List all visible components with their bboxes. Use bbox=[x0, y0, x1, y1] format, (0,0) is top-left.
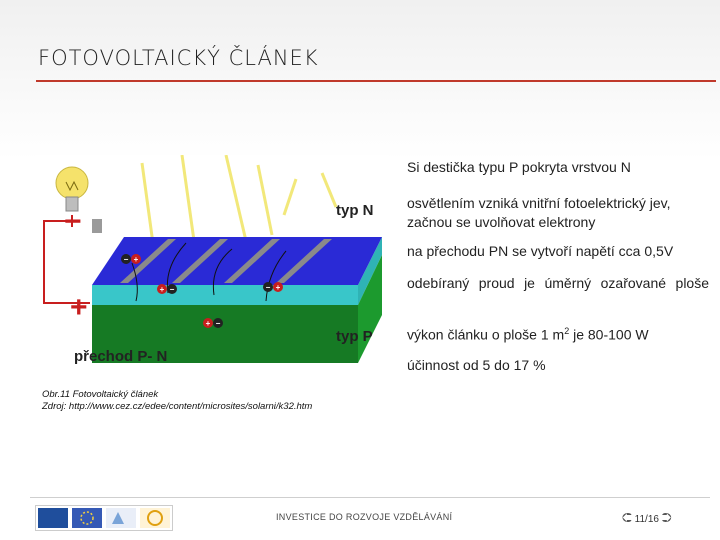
bullet-item: účinnost od 5 do 17 % bbox=[407, 357, 546, 373]
solar-cell-diagram bbox=[36, 155, 388, 383]
footer-caption: INVESTICE DO ROZVOJE VZDĚLÁVÁNÍ bbox=[276, 512, 453, 522]
bullet-item bbox=[407, 322, 709, 345]
next-arrow-icon[interactable]: ⮊ bbox=[661, 510, 672, 525]
bullet-power-value: je 80-100 W bbox=[569, 326, 649, 343]
svg-text:−: − bbox=[265, 283, 271, 292]
bullet-power-text: výkon článku o ploše 1 m bbox=[407, 326, 565, 343]
bullet-power-exponent: 2 bbox=[564, 326, 570, 336]
page-number: 11/16 bbox=[634, 514, 659, 525]
front-contact bbox=[92, 219, 102, 233]
eu-logos-strip bbox=[35, 505, 173, 531]
caption-source: Zdroj: http://www.cez.cz/edee/content/microsites/solarni/k32.htm bbox=[42, 401, 313, 412]
svg-text:−: − bbox=[123, 255, 129, 264]
slide-navigation bbox=[622, 510, 672, 526]
label-type-p: typ P bbox=[336, 328, 373, 345]
eu-logos-icon bbox=[36, 506, 172, 530]
footer-divider bbox=[30, 497, 710, 498]
solar-cell-figure bbox=[36, 155, 388, 383]
title-underline bbox=[36, 80, 716, 82]
bullet-item: na přechodu PN se vytvoří napětí cca 0,5V bbox=[407, 243, 674, 259]
caption-title: Obr.11 Fotovoltaický článek bbox=[42, 389, 159, 400]
label-junction: přechod P- N bbox=[74, 348, 168, 365]
slide-title: FOTOVOLTAICKÝ ČLÁNEK bbox=[38, 46, 319, 70]
minus-sign: − bbox=[64, 205, 82, 238]
label-type-n: typ N bbox=[336, 202, 374, 219]
bullet-item: odebíraný proud je úměrný ozařované ploše bbox=[407, 275, 709, 291]
svg-text:−: − bbox=[215, 319, 221, 328]
plus-sign: + bbox=[70, 291, 88, 324]
svg-text:−: − bbox=[169, 285, 175, 294]
svg-text:+: + bbox=[205, 319, 211, 328]
n-layer-front bbox=[92, 285, 358, 305]
figure-caption bbox=[42, 389, 312, 413]
bullet-item: osvětlením vzniká vnitřní fotoelektrický jev, začnou se uvolňovat elektrony bbox=[407, 195, 671, 230]
svg-text:+: + bbox=[159, 285, 165, 294]
prev-arrow-icon[interactable]: ⮈ bbox=[622, 510, 632, 525]
bullet-item: Si destička typu P pokryta vrstvou N bbox=[407, 159, 631, 175]
svg-text:+: + bbox=[275, 283, 281, 292]
svg-text:+: + bbox=[133, 255, 139, 264]
